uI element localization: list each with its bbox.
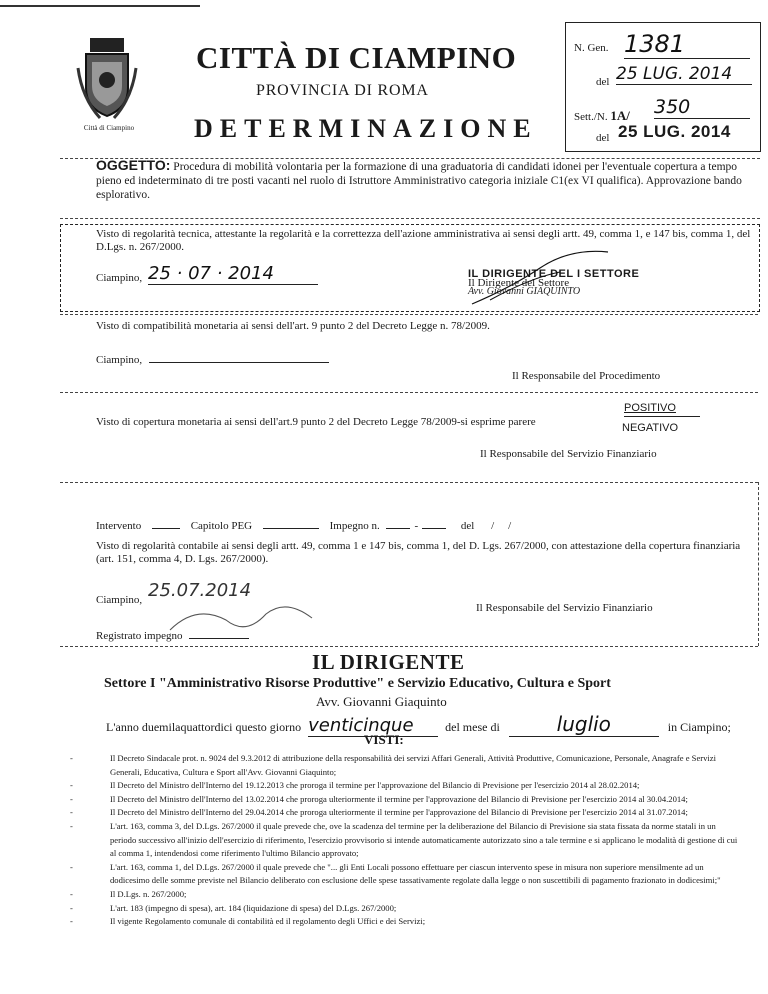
contabile-place: Ciampino, xyxy=(96,594,143,606)
compatibilita-place-label: Ciampino, xyxy=(96,354,143,366)
capitolo-line xyxy=(263,528,319,529)
compatibilita-signer: Il Responsabile del Procedimento xyxy=(512,370,661,382)
sett-value: 350 xyxy=(654,96,750,119)
parere-line xyxy=(624,416,700,417)
impegno-line-b xyxy=(422,528,446,529)
parere-negativo: NEGATIVO xyxy=(622,422,679,434)
contabile-right-edge xyxy=(758,482,759,646)
oggetto-text: Procedura di mobilità volontaria per la formazione di una graduatoria di candidati idonei per l'eventuale copertura a tempo pieno ed indeterminato di tre posti vacanti nel ruolo di Istruttore Amministrativo categoria iniziale C1(ex VI qualifica). Approvazione bando esplorativo. xyxy=(96,161,742,201)
contabile-bottom-border xyxy=(60,646,758,647)
registrato-label: Registrato impegno xyxy=(96,630,183,642)
premessa-item: - L'art. 183 (impegno di spesa), art. 184 (liquidazione di spesa) del D.Lgs. 267/2000; xyxy=(98,902,742,916)
city-crest xyxy=(76,38,138,122)
parere-positivo: POSITIVO xyxy=(624,402,676,414)
regolarita-place: Ciampino, xyxy=(96,272,143,284)
crest-icon xyxy=(76,38,138,122)
contabile-signer: Il Responsabile del Servizio Finanziario xyxy=(476,602,653,614)
premessa-item: - Il Decreto Sindacale prot. n. 9024 del 9.3.2012 di attribuzione della responsabilità dei servizi Affari Generali, Attività Produttive, Comunicazione, Personale, Anagrafe e Servizi Generali, Educativa, Cultura e Sport all'Avv. Giovanni Giaquinto; xyxy=(98,752,742,779)
impegno-label: Impegno n. xyxy=(329,520,380,532)
del2-label: del xyxy=(596,132,610,144)
stamp-line1: IL DIRIGENTE DEL I SETTORE xyxy=(468,268,640,280)
mese-hand: luglio xyxy=(509,712,659,737)
dirigente-title: IL DIRIGENTE xyxy=(312,650,465,674)
copertura-text: Visto di copertura monetaria ai sensi dell'art.9 punto 2 del Decreto Legge 78/2009-si esprime parere xyxy=(96,416,536,428)
premessa-item: - L'art. 163, comma 3, del D.Lgs. 267/2000 il quale prevede che, ove la scadenza del termine per la deliberazione del Bilancio di Previsione sia stata fissata da norme statali in un periodo successivo all'inizio dell'esercizio di riferimento, l'esercizio provvisorio si intende automaticamente autorizzato sino a tale termine e si applicano le modalità di gestione di cui al comma 1, intendendosi come riferimento l'ultimo Bilancio approvato; xyxy=(98,820,742,861)
premessa-item: - Il Decreto del Ministro dell'Interno del 29.04.2014 che proroga ulteriormente il termine per l'approvazione del Bilancio di Previsione per l'esercizio 2014 al 31.07.2014; xyxy=(98,806,742,820)
intervento-line xyxy=(152,528,180,529)
contabile-text: Visto di regolarità contabile ai sensi degli artt. 49, comma 1 e 147 bis, comma 1, del D. Lgs. 267/2000, con attestazione della copertura finanziaria (art. 151, comma 4, D. Lgs. 267/2000). xyxy=(96,540,741,565)
premessa-item: - Il Decreto del Ministro dell'Interno del 19.12.2013 che proroga il termine per l'approvazione del Bilancio di Previsione per l'esercizio 2014 al 28.02.2014; xyxy=(98,779,742,793)
oggetto-bottom-border xyxy=(60,218,760,219)
del1-label: del xyxy=(596,76,610,88)
giorno-hand: venticinque xyxy=(308,715,438,737)
dirigente-settore: Settore I "Amministrativo Risorse Produttive" e Servizio Educativo, Cultura e Sport xyxy=(104,676,611,691)
compatibilita-text: Visto di compatibilità monetaria ai sensi dell'art. 9 punto 2 del Decreto Legge n. 78/2009. xyxy=(96,320,490,332)
province-subtitle: PROVINCIA DI ROMA xyxy=(256,82,429,99)
document-type-title: DETERMINAZIONE xyxy=(194,114,538,143)
del1-value: 25 LUG. 2014 xyxy=(616,64,752,85)
contabile-top-border xyxy=(60,482,758,483)
impegno-line-a xyxy=(386,528,410,529)
sett-prefix: 1A/ xyxy=(610,108,630,123)
stamp-line3: Avv. Giovanni GIAQUINTO xyxy=(468,286,581,297)
registrato-line xyxy=(189,638,249,639)
oggetto-block xyxy=(96,158,750,202)
premessa-item: - Il vigente Regolamento comunale di contabilità ed il regolamento degli Uffici e dei Servizi; xyxy=(98,915,742,929)
del2-stamp: 25 LUG. 2014 xyxy=(618,122,731,141)
copertura-top-border xyxy=(60,392,758,393)
capitolo-label: Capitolo PEG xyxy=(190,520,253,532)
contabile-field-row: Intervento Capitolo PEG Impegno n. - del / / xyxy=(96,520,512,532)
n-gen-label: N. Gen. xyxy=(574,42,609,54)
sett-label-text: Sett./N. xyxy=(574,111,608,123)
regolarita-date: 25 · 07 · 2014 xyxy=(148,263,318,285)
compatibilita-top-border xyxy=(60,314,758,315)
place-suffix: in Ciampino; xyxy=(667,720,731,734)
contabile-date: 25.07.2014 xyxy=(148,580,252,601)
contabile-del-label: del xyxy=(460,520,475,532)
oggetto-label: OGGETTO: xyxy=(96,157,171,173)
dirigente-name: Avv. Giovanni Giaquinto xyxy=(316,694,447,709)
crest-caption: Città di Ciampino xyxy=(83,124,135,132)
dirigente-date-row xyxy=(106,712,746,737)
city-title: CITTÀ DI CIAMPINO xyxy=(196,40,517,75)
stamp-line2: Il Dirigente del Settore xyxy=(468,277,570,289)
copertura-signer: Il Responsabile del Servizio Finanziario xyxy=(480,448,657,460)
compatibilita-place xyxy=(96,354,329,366)
premessa-item: - Il D.Lgs. n. 267/2000; xyxy=(98,888,742,902)
compatibilita-date-line xyxy=(149,362,329,363)
anno-prefix: L'anno duemilaquattordici questo giorno xyxy=(106,720,302,734)
premesse-list xyxy=(98,752,742,929)
intervento-label: Intervento xyxy=(96,520,142,532)
regolarita-tecnica-text: Visto di regolarità tecnica, attestante la regolarità e la correttezza dell'azione amministrativa ai sensi degli artt. 49, comma 1, e 147 bis, comma 1, del D.Lgs. n. 267/2000. xyxy=(96,228,751,253)
visti-heading: VISTI: xyxy=(364,732,404,747)
premessa-item: - Il Decreto del Ministro dell'Interno del 13.02.2014 che proroga ulteriormente il termine per l'approvazione del Bilancio di Previsione per l'esercizio 2014 al 30.04.2014; xyxy=(98,793,742,807)
mese-label: del mese di xyxy=(445,720,500,734)
n-gen-value: 1381 xyxy=(624,30,750,59)
signature-scribble xyxy=(470,248,610,308)
premessa-item: - L'art. 163, comma 1, del D.Lgs. 267/2000 il quale prevede che "... gli Enti Locali possono effettuare per ciascun intervento spese in misura non superiore mensilmente ad un dodicesimo delle somme previste nel Bilancio deliberato con esclusione delle spese tassativamente regolate dalla legge o non suscettibili di pagamento frazionato in dodicesimi;" xyxy=(98,861,742,888)
top-rule xyxy=(0,5,200,7)
registrato-impegno xyxy=(96,630,249,642)
